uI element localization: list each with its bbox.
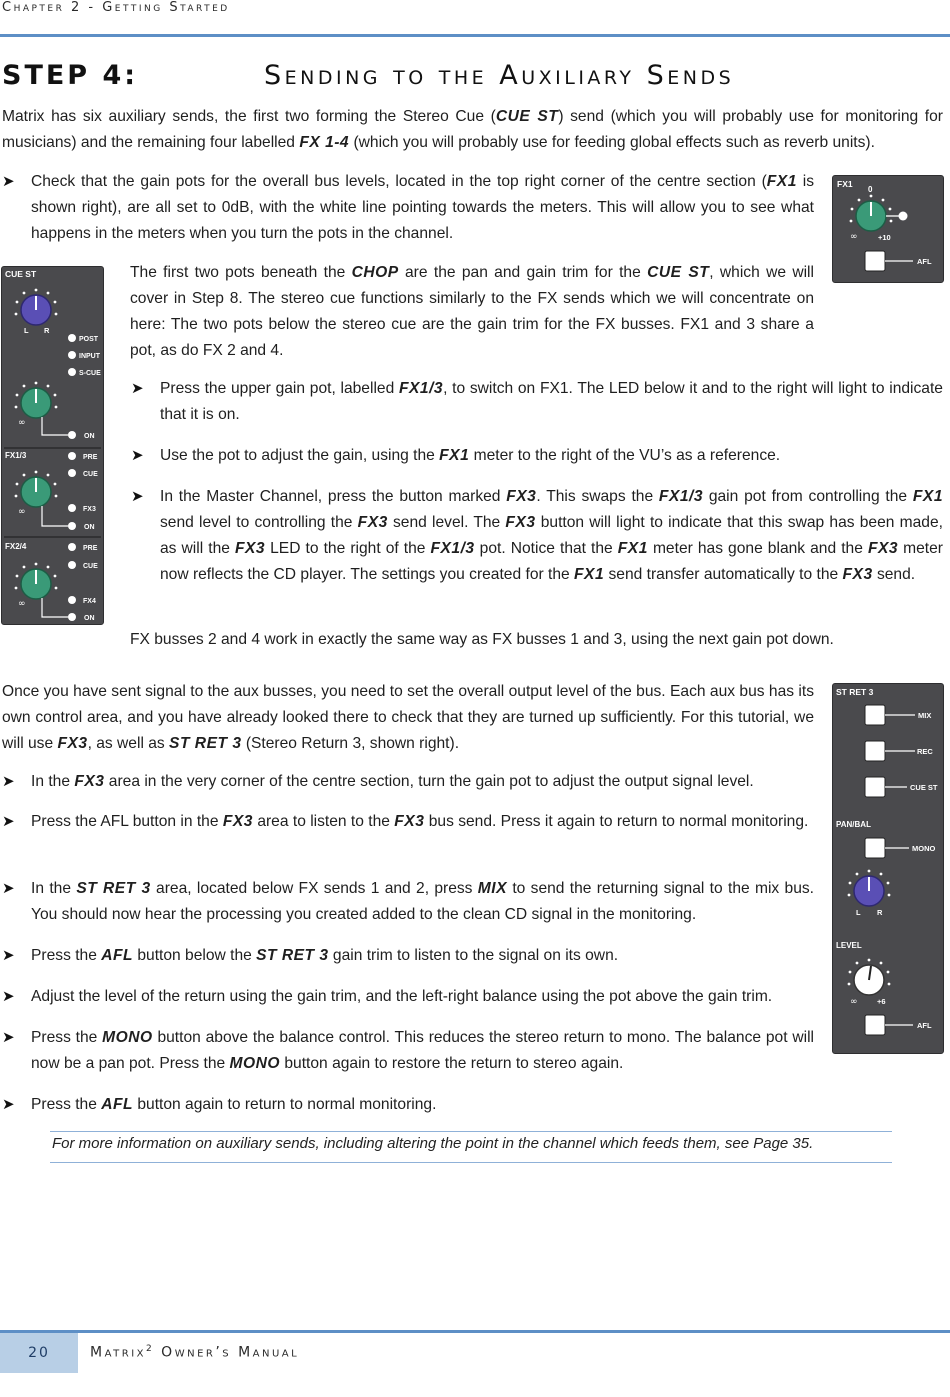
bullet-arrow: ➤ [2,1029,15,1046]
note-rule-bottom [50,1162,892,1163]
bullet-item: Press the upper gain pot, labelled FX1/3, to switch on FX1. The LED below it and to the right will light to indicate that it is on. [160,380,943,423]
bullet-arrow: ➤ [2,813,15,830]
svg-text:∞: ∞ [18,418,26,428]
manual-title: Matrix$^2$ Owner’s Manual [90,1344,300,1361]
step-title [2,60,942,91]
svg-text:POST: POST [79,336,99,343]
svg-text:+6: +6 [877,997,886,1006]
led-icon [899,212,908,221]
svg-text:CUE ST: CUE ST [910,783,938,792]
bullet-arrow: ➤ [2,880,15,897]
svg-text:ON: ON [84,524,95,531]
bullet-item: In the Master Channel, press the button marked FX3. This swaps the FX1/3 gain pot from controlling the FX1 send level to controlling the FX3 send level. The FX3 button will light to indicate that this swap has been made, as will the FX3 LED to the right of the FX1/3 pot. Notice that the FX1 meter has gone blank and the FX3 meter now reflects the CD player. The settings you created for the FX1 send transfer automatically to the FX3 send. [160,488,943,583]
svg-text:LEVEL: LEVEL [836,941,862,950]
cue-st-panel-illustration [1,266,104,625]
svg-text:PAN/BAL: PAN/BAL [836,820,871,829]
bullet-arrow: ➤ [2,1096,15,1113]
svg-text:FX1/3: FX1/3 [5,451,27,460]
output-level-paragraph: Once you have sent signal to the aux busses, you need to set the overall output level of the bus. Each aux bus has its own control area, and you have already looked there to check that they are turned up sufficiently. For this tutorial, we will use FX3, as well as ST RET 3 (Stereo Return 3, shown right). [2,683,814,752]
bullet-arrow: ➤ [2,988,15,1005]
svg-text:0: 0 [868,185,873,194]
svg-text:INPUT: INPUT [79,353,100,360]
footer-rule [0,1330,950,1333]
svg-text:R: R [44,326,50,335]
svg-text:∞: ∞ [850,997,858,1007]
st-ret3-panel-illustration [832,683,944,1054]
bullet-arrow: ➤ [131,488,144,505]
pots-paragraph-top: The first two pots beneath the CHOP are the pan and gain trim for the CUE ST, which we will cover in Step 8. The stereo cue functions similarly to the FX sends which we will concentrate on here: The two pots below the stereo cue are the gain trim for the FX busses. FX1 and 3 share a pot, as do FX 2 and 4. [130,264,814,359]
svg-text:REC: REC [917,747,933,756]
more-info-note: For more information on auxiliary sends, including altering the point in the channel which feeds them, see Page 35. [52,1135,814,1152]
bullet-item: In the FX3 area in the very corner of the centre section, turn the gain pot to adjust the output signal level. [31,773,754,790]
intro-paragraph: Matrix has six auxiliary sends, the first two forming the Stereo Cue (CUE ST) send (which you will probably use for monitoring for musicians) and the remaining four labelled FX 1-4 (which you will probably use for feeding global effects such as reverb units). [2,108,943,151]
bullet-item: Adjust the level of the return using the gain trim, and the left-right balance using the pot above the gain trim. [31,988,773,1005]
header-rule [0,34,950,37]
bullet-item: Press the AFL button again to return to normal monitoring. [31,1096,437,1113]
fx1-panel-title: FX1 [837,179,853,189]
afl-button-icon [865,251,885,271]
svg-text:S-CUE: S-CUE [79,370,101,377]
bullet-item: Press the AFL button in the FX3 area to listen to the FX3 bus send. Press it again to return to normal monitoring. [31,813,809,830]
bullet-arrow: ➤ [131,380,144,397]
svg-text:PRE: PRE [83,454,98,461]
bullet-item: Check that the gain pots for the overall bus levels, located in the top right corner of the centre section (FX1 is shown right), are all set to 0dB, with the white line pointing towards the meters. This will allow you to see what happens in the meters when you turn the pots in the channel. [31,173,814,242]
svg-text:MIX: MIX [918,711,932,720]
bullet-item: Press the AFL button below the ST RET 3 gain trim to listen to the signal on its own. [31,947,619,964]
bullet-arrow: ➤ [2,173,15,190]
svg-text:AFL: AFL [917,257,932,266]
bullet-item: Press the MONO button above the balance control. This reduces the stereo return to mono. The balance pot will now be a pan pot. Press the MONO button again to restore the return to stereo again. [31,1029,814,1072]
svg-text:∞: ∞ [18,599,26,609]
bullet-item: In the ST RET 3 area, located below FX sends 1 and 2, press MIX to send the returning signal to the mix bus. You should now hear the processing you created added to the clean CD signal in the monitoring. [31,880,815,923]
page-number: 20 [0,1333,78,1373]
svg-text:∞: ∞ [18,507,26,517]
svg-text:CUE: CUE [83,471,98,478]
svg-text:R: R [877,908,883,917]
svg-text:ON: ON [84,615,95,622]
svg-text:+10: +10 [878,233,891,242]
cue-panel-title: CUE ST [5,269,37,279]
step-number: STEP 4: [2,60,139,91]
svg-text:L: L [856,908,861,917]
svg-text:FX2/4: FX2/4 [5,542,27,551]
bullet-arrow: ➤ [2,947,15,964]
bullet-item: Use the pot to adjust the gain, using the FX1 meter to the right of the VU’s as a reference. [160,447,781,464]
chapter-header: Chapter 2 - Getting Started [2,0,230,15]
svg-text:FX4: FX4 [83,598,96,605]
stret-panel-title: ST RET 3 [836,687,874,697]
svg-text:PRE: PRE [83,545,98,552]
svg-text:CUE: CUE [83,563,98,570]
fx1-panel-illustration [832,175,944,283]
svg-text:L: L [24,326,29,335]
note-rule-top [50,1131,892,1132]
fx-busses-paragraph: FX busses 2 and 4 work in exactly the same way as FX busses 1 and 3, using the next gain pot down. [130,631,834,648]
step-name: Sending to the Auxiliary Sends [264,60,735,91]
svg-text:AFL: AFL [917,1021,932,1030]
bullet-arrow: ➤ [2,773,15,790]
svg-text:FX3: FX3 [83,506,96,513]
svg-text:ON: ON [84,433,95,440]
bullet-arrow: ➤ [131,447,144,464]
svg-text:MONO: MONO [912,844,936,853]
svg-text:∞: ∞ [850,232,858,242]
